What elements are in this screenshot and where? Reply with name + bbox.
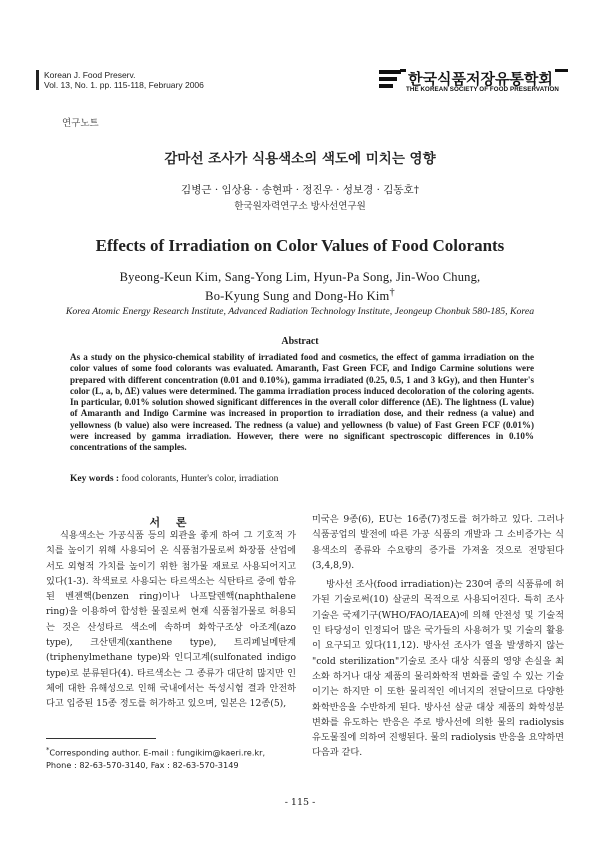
- dagger-mark: †: [389, 287, 395, 298]
- footnote-rule: [46, 738, 156, 739]
- korean-authors: [0, 182, 600, 197]
- korean-authors-text: 김병근 · 임상용 · 송현파 · 정진우 · 성보경 · 김동호: [181, 184, 414, 196]
- section-heading-introduction: 서 론: [149, 516, 193, 529]
- dagger-mark: †: [413, 184, 419, 196]
- journal-volume: Vol. 13, No. 1. pp. 115-118, February 2006: [44, 80, 204, 90]
- english-authors-line1: Byeong-Keun Kim, Sang-Yong Lim, Hyun-Pa Song, Jin-Woo Chung,: [119, 270, 481, 284]
- english-title: Effects of Irradiation on Color Values of Food Colorants: [95, 236, 505, 255]
- abstract-body: As a study on the physico-chemical stability of irradiated food and cosmetics, the effect of gamma irradiation on the color values of some food colorants was evaluated. Amaranth, Fast Green FCF, and Indigo Carmine solutions were prepared with different concentration (0.01 and 0.10%), gamma irradiated (0.25, 0.5, 1 and 3 kGy), and then Hunter's color (L, a, b, ΔE) values were determined. The gamma irradiation process induced decoloration of the coloring agents. In particular, 0.01% solution showed significant differences in the overall color difference (ΔE). The lightness (L value) of Amaranth and Indigo Carmine was increased in proportion to irradiation dose, and their redness (a value) and yellowness (b value) also were increased. The redness (a value) and yellowness (b value) of Fast Green FCF (0.01%) were increased by gamma irradiation. However, there were no significant spectroscopic differences in 0.10% concentrations of the samples.: [70, 352, 534, 453]
- corresponding-author-footnote: [46, 744, 265, 772]
- korean-affiliation: 한국원자력연구소 방사선연구원: [234, 201, 366, 212]
- keywords-text: food colorants, Hunter's color, irradiation: [121, 474, 279, 484]
- journal-citation: [36, 70, 204, 90]
- left-column: [46, 528, 296, 712]
- asterisk-mark: *: [46, 746, 50, 754]
- english-authors-line2: [0, 287, 600, 304]
- society-korean-name: 한국식품저장유통학회: [408, 70, 553, 88]
- keywords-label: Key words :: [70, 474, 120, 484]
- english-affiliation: Korea Atomic Energy Research Institute, Advanced Radiation Technology Institute, Jeongeup Chonbuk 580-185, Korea: [65, 306, 535, 317]
- footnote-email-line: [46, 744, 265, 759]
- intro-paragraph-3: 방사선 조사(food irradiation)는 230여 종의 식품류에 허가된 기술로써(10) 살균의 목적으로 사용되어진다. 특히 조사기술은 국제기구(WHO/FAO/IAEA)에 의해 안전성 및 기술적인 타당성이 인정되어 많은 국가들의 사용허가 및 기술의 활용이 요구되고 있다(11,12). 방사선 조사가 열을 발생하지 않는 "cold sterilization"기술로 조사 대상 식품의 영양 손실을 최소화 하거나 대상 제품의 물리화학적 변화를 줄일 수 있는 기술이기는 하지만 이 또한 물리적인 에너지의 전달이므로 다양한 화학반응을 수반하게 된다. 방사선 살균 대상 제품의 화학성분 변화를 유도하는 반응은 주로 방사선에 의한 물의 radiolysis 유도물질에 의하여 진행된다. 물의 radiolysis 반응을 요약하면 다음과 같다.: [312, 579, 564, 759]
- journal-name: Korean J. Food Preserv.: [44, 70, 136, 80]
- society-english-name: THE KOREAN SOCIETY OF FOOD PRESERVATION: [406, 86, 559, 93]
- intro-paragraph-1: 식용색소는 가공식품 등의 외관을 좋게 하여 그 기호적 가치를 높이기 위해 사용되어 온 식품첨가물로써 화장품 산업에서도 외형적 가치를 높이기 위한 첨가물 재료로 사용되어지고 있다(1-3). 착색료로 사용되는 타르색소는 식탄타르 중에 함유된 벤젠핵(benzen ring)이나 나프탈렌핵(naphthalene ring)을 이용하여 합성한 물질로써 현재 식품첨가물로 허용되는 것은 산성타르 색소에 속하며 화학구조상 아조계(azo type), 크산텐계(xanthene type), 트리페닐메탄계(triphenylmethane type)와 인디고계(sulfonated indigo type)로 분류된다(4). 타르색소는 그 종류가 대단히 많지만 인체에 대한 유해성으로 인해 국내에서는 독성시험 결과 안전하다고 입증된 15종 정도를 허가하고 있으며, 일본은 12종(5),: [46, 530, 296, 710]
- page-number: - 115 -: [284, 797, 316, 808]
- korean-title: 감마선 조사가 식용색소의 색도에 미치는 영향: [164, 151, 436, 167]
- footnote-phone-line: Phone : 82-63-570-3140, Fax : 82-63-570-3149: [46, 760, 239, 771]
- keywords-line: [70, 474, 278, 484]
- right-column: [312, 512, 564, 761]
- footnote-email: Corresponding author. E-mail : fungikim@kaeri.re.kr,: [49, 747, 266, 758]
- article-type-label: 연구노트: [62, 118, 99, 129]
- society-logo-block: [378, 66, 568, 94]
- english-authors-line2-text: Bo-Kyung Sung and Dong-Ho Kim: [205, 289, 390, 304]
- abstract-heading: Abstract: [281, 336, 319, 347]
- intro-paragraph-2: 미국은 9종(6), EU는 16종(7)정도를 허가하고 있다. 그러나 식품공업의 발전에 따른 가공 식품의 개발과 그 소비증가는 식용색소의 종류와 수요량의 증가를 가져올 것으로 전망된다(3,4,8,9).: [312, 514, 564, 571]
